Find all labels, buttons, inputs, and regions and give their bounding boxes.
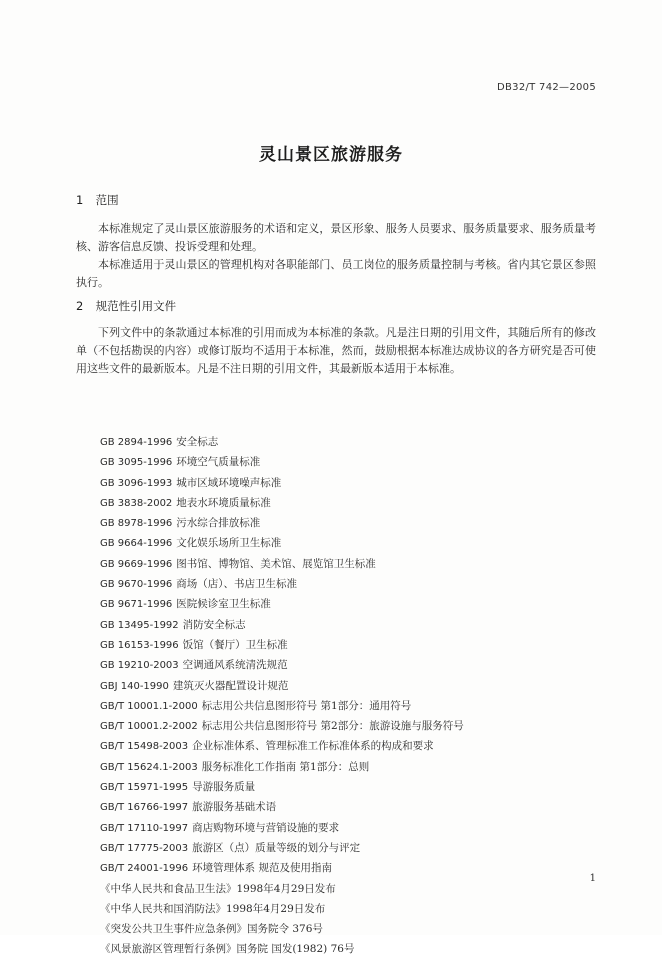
section-title: 范围 [95,193,119,207]
reference-code: GB/T 16766-1997 [100,802,189,814]
reference-title: 旅游区（点）质量等级的划分与评定 [192,841,361,854]
standard-code: DB32/T 742—2005 [497,82,596,93]
reference-title: 建筑灭火器配置设计规范 [172,679,289,692]
reference-title: 图书馆、博物馆、美术馆、展览馆卫生标准 [176,557,376,570]
references-intro-paragraph: 下列文件中的条款通过本标准的引用而成为本标准的条款。凡是注日期的引用文件，其随后所有的修改单（不包括勘误的内容）或修订版均不适用于本标准，然而，鼓励根据本标准达成协议的各方研究是否可使用这些文件的最新版本。凡是不注日期的引用文件，其最新版本适用于本标准。 [76,326,596,375]
reference-title: 污水综合排放标准 [176,517,261,530]
reference-title: 医院候诊室卫生标准 [176,598,271,611]
reference-title: 导游服务质量 [192,781,256,794]
reference-title: 环境管理体系 规范及使用指南 [192,862,332,875]
reference-item [100,919,600,939]
reference-item [100,696,600,716]
reference-title: 商场（店）、书店卫生标准 [176,578,298,591]
reference-code: GB 2894-1996 [100,437,173,448]
reference-code: GB 9669-1996 [100,558,173,570]
reference-title: 饭馆（餐厅）卫生标准 [182,638,288,651]
page-number: 1 [589,873,596,884]
reference-code: GB 3838-2002 [100,497,173,509]
section-heading-normative-references [76,298,176,314]
reference-item [100,777,600,797]
scope-paragraph-1: 本标准规定了灵山景区旅游服务的术语和定义，景区形象、服务人员要求、服务质量要求、服务质量考核、游客信息反馈、投诉受理和处理。 [76,222,596,253]
reference-list [100,432,600,960]
reference-item [100,594,600,614]
reference-item [100,676,600,696]
reference-title: 标志用公共信息图形符号 第2部分：旅游设施与服务符号 [201,720,464,733]
reference-item [100,879,600,899]
reference-code: GB/T 10001.1-2000 [100,700,198,712]
reference-item [100,432,600,452]
reference-code: GBJ 140-1990 [100,680,169,692]
reference-code: GB 16153-1996 [100,639,179,651]
reference-code: GB 9671-1996 [100,599,173,611]
reference-title: 安全标志 [176,436,219,448]
reference-code: GB/T 10001.2-2002 [100,721,198,733]
reference-title: 《中华人民共和国消防法》1998年4月29日发布 [100,902,326,915]
reference-item [100,655,600,675]
reference-code: GB/T 17110-1997 [100,822,189,834]
reference-item [100,818,600,838]
reference-code: GB/T 17775-2003 [100,842,189,854]
reference-item [100,797,600,817]
reference-title: 《中华人民共和食品卫生法》1998年4月29日发布 [100,882,336,895]
reference-code: GB/T 15624.1-2003 [100,761,198,773]
section-title: 规范性引用文件 [95,299,177,313]
reference-title: 《突发公共卫生事件应急条例》国务院令 376号 [100,923,323,936]
reference-item [100,513,600,533]
reference-code: GB 8978-1996 [100,518,173,530]
reference-title: 空调通风系统清洗规范 [182,659,288,672]
scope-paragraph-2: 本标准适用于灵山景区的管理机构对各职能部门、员工岗位的服务质量控制与考核。省内其它景区参照执行。 [76,258,596,289]
reference-code: GB/T 24001-1996 [100,863,189,875]
reference-item [100,635,600,655]
reference-title: 旅游服务基础术语 [192,801,277,814]
reference-title: 《风景旅游区管理暂行条例》国务院 国发(1982) 76号 [100,943,355,956]
reference-title: 文化娱乐场所卫生标准 [176,537,282,550]
reference-title: 消防安全标志 [182,618,246,631]
reference-title: 城市区域环境噪声标准 [176,476,282,489]
reference-code: GB 9670-1996 [100,579,173,591]
section-number: 2 [76,299,84,313]
reference-code: GB 3095-1996 [100,457,173,469]
reference-code: GB/T 15971-1995 [100,782,189,794]
document-title: 灵山景区旅游服务 [259,145,403,165]
reference-item [100,899,600,919]
reference-code: GB 9664-1996 [100,538,173,550]
reference-item [100,939,600,959]
reference-item [100,574,600,594]
reference-item [100,838,600,858]
reference-title: 标志用公共信息图形符号 第1部分：通用符号 [201,699,412,712]
reference-code: GB 3096-1993 [100,477,173,489]
reference-item [100,736,600,756]
reference-item [100,757,600,777]
reference-code: GB 19210-2003 [100,660,179,672]
reference-item [100,615,600,635]
reference-item [100,533,600,553]
reference-title: 商店购物环境与营销设施的要求 [192,821,340,834]
reference-code: GB/T 15498-2003 [100,741,189,753]
reference-title: 地表水环境质量标准 [176,496,271,509]
section-heading-scope [76,192,119,208]
reference-code: GB 13495-1992 [100,619,179,631]
reference-title: 服务标准化工作指南 第1部分：总则 [201,760,370,773]
section-number: 1 [76,193,84,207]
reference-item [100,858,600,878]
reference-title: 企业标准体系、管理标准工作标准体系的构成和要求 [192,740,434,753]
reference-item [100,493,600,513]
reference-title: 环境空气质量标准 [176,456,261,469]
reference-item [100,554,600,574]
reference-item [100,452,600,472]
reference-item [100,473,600,493]
reference-item [100,716,600,736]
